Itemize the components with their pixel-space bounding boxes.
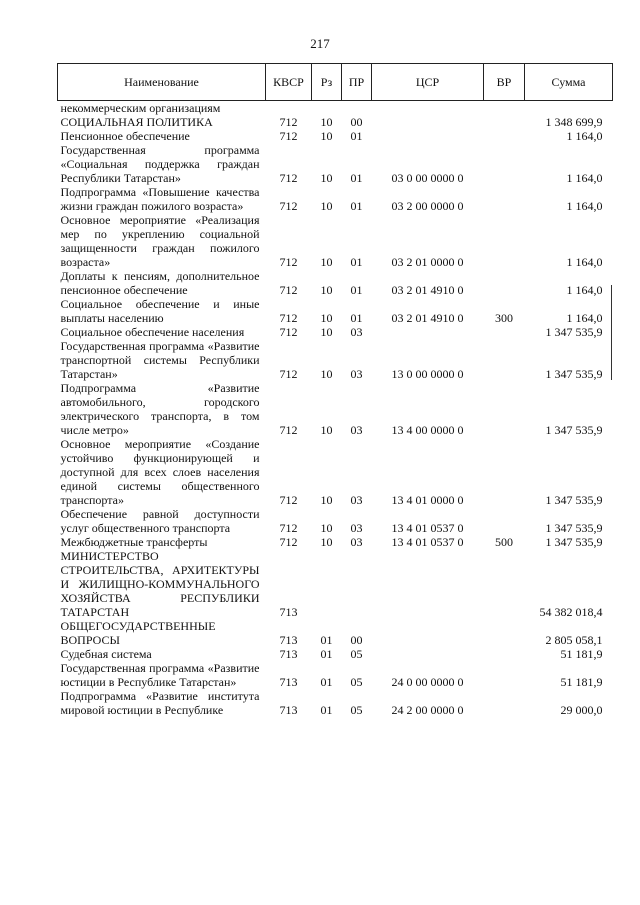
cell-kvsr: 712 — [279, 535, 298, 549]
cell-pr: 01 — [350, 129, 363, 143]
cell-csr: 03 2 00 0000 0 — [391, 199, 464, 213]
cell-sum: 29 000,0 — [560, 703, 603, 717]
cell-vr — [484, 143, 525, 185]
cell-csr — [372, 115, 484, 129]
cell-rz: 01 — [320, 675, 333, 689]
table-row — [58, 269, 613, 297]
cell-kvsr: 712 — [279, 325, 298, 339]
cell-kvsr — [266, 101, 312, 116]
cell-vr — [484, 507, 525, 535]
table-row — [58, 647, 613, 661]
cell-rz: 10 — [320, 129, 333, 143]
table-header — [58, 64, 613, 101]
cell-name: Государственная программа «Социальная поддержка граждан Республики Татарстан» — [60, 143, 260, 185]
cell-rz: 10 — [320, 535, 333, 549]
cell-csr: 03 2 01 0000 0 — [391, 255, 464, 269]
cell-kvsr: 712 — [279, 493, 298, 507]
page-number: 217 — [310, 36, 330, 51]
cell-csr — [372, 325, 484, 339]
cell-pr: 05 — [350, 703, 363, 717]
cell-pr: 01 — [350, 283, 363, 297]
cell-pr — [342, 101, 372, 116]
cell-vr: 500 — [495, 535, 513, 549]
cell-rz: 10 — [320, 199, 333, 213]
cell-pr — [342, 549, 372, 619]
cell-vr — [484, 129, 525, 143]
cell-kvsr: 712 — [279, 255, 298, 269]
table-row — [58, 101, 613, 116]
cell-csr: 13 4 01 0537 0 — [391, 535, 464, 549]
cell-pr: 03 — [350, 493, 363, 507]
cell-rz: 10 — [320, 423, 333, 437]
table-row — [58, 535, 613, 549]
cell-sum: 1 347 535,9 — [545, 493, 603, 507]
cell-name: Государственная программа «Развитие транспортной системы Республики Татарстан» — [60, 339, 260, 381]
cell-pr: 03 — [350, 521, 363, 535]
cell-csr: 24 0 00 0000 0 — [391, 675, 464, 689]
cell-pr: 03 — [350, 535, 363, 549]
header-name: Наименование — [58, 64, 266, 101]
cell-csr: 13 0 00 0000 0 — [391, 367, 464, 381]
cell-name: МИНИСТЕРСТВО СТРОИТЕЛЬСТВА, АРХИТЕКТУРЫ И ЖИЛИЩНО-КОММУНАЛЬНОГО ХОЗЯЙСТВА РЕСПУБЛИКИ ТАТАРСТАН — [60, 549, 260, 619]
cell-csr: 03 0 00 0000 0 — [391, 171, 464, 185]
table-row — [58, 381, 613, 437]
cell-pr: 03 — [350, 325, 363, 339]
cell-rz: 10 — [320, 171, 333, 185]
cell-name: ОБЩЕГОСУДАРСТВЕННЫЕ ВОПРОСЫ — [60, 619, 216, 647]
cell-csr — [372, 549, 484, 619]
table-row — [58, 115, 613, 129]
cell-sum: 1 164,0 — [566, 255, 603, 269]
cell-name: Подпрограмма «Развитие автомобильного, городского электрического транспорта, в том числе метро» — [60, 381, 260, 437]
cell-rz: 10 — [320, 283, 333, 297]
cell-name: Обеспечение равной доступности услуг общественного транспорта — [60, 507, 260, 535]
cell-name: Подпрограмма «Повышение качества жизни граждан пожилого возраста» — [60, 185, 260, 213]
cell-sum: 1 347 535,9 — [545, 423, 603, 437]
cell-pr: 05 — [350, 647, 363, 661]
cell-sum: 1 164,0 — [566, 199, 603, 213]
table-body — [58, 101, 613, 718]
cell-sum: 1 164,0 — [566, 283, 603, 297]
cell-name: Основное мероприятие «Реализация мер по укреплению социальной защищенности граждан пожилого возраста» — [60, 213, 260, 269]
cell-csr — [372, 647, 484, 661]
cell-rz — [312, 101, 342, 116]
header-kvsr: КВСР — [266, 64, 312, 101]
cell-name: Судебная система — [60, 647, 152, 661]
cell-kvsr: 712 — [279, 171, 298, 185]
cell-kvsr: 713 — [279, 703, 298, 717]
table-row — [58, 213, 613, 269]
cell-pr: 01 — [350, 171, 363, 185]
cell-sum: 1 164,0 — [566, 311, 603, 325]
table-row — [58, 185, 613, 213]
cell-sum — [525, 101, 613, 116]
cell-vr — [484, 115, 525, 129]
header-pr: ПР — [342, 64, 372, 101]
cell-vr — [484, 689, 525, 717]
budget-table — [57, 63, 613, 717]
cell-csr: 03 2 01 4910 0 — [391, 283, 464, 297]
cell-csr: 13 4 00 0000 0 — [391, 423, 464, 437]
cell-vr — [484, 185, 525, 213]
cell-pr: 01 — [350, 199, 363, 213]
cell-sum: 51 181,9 — [560, 647, 603, 661]
cell-pr: 03 — [350, 367, 363, 381]
cell-kvsr: 712 — [279, 521, 298, 535]
cell-sum: 1 347 535,9 — [545, 367, 603, 381]
cell-kvsr: 712 — [279, 199, 298, 213]
cell-kvsr: 712 — [279, 367, 298, 381]
cell-vr — [484, 325, 525, 339]
cell-rz — [312, 549, 342, 619]
cell-vr — [484, 619, 525, 647]
cell-name: Основное мероприятие «Создание устойчиво функционирующей и доступной для всех слоев населения единой системы общественного транспорта» — [60, 437, 260, 507]
cell-rz: 10 — [320, 325, 333, 339]
header-vr: ВР — [484, 64, 525, 101]
table-row — [58, 129, 613, 143]
cell-vr: 300 — [495, 311, 513, 325]
cell-vr — [484, 269, 525, 297]
cell-pr: 05 — [350, 675, 363, 689]
cell-vr — [484, 101, 525, 116]
cell-kvsr: 712 — [279, 283, 298, 297]
cell-kvsr: 713 — [279, 675, 298, 689]
cell-kvsr: 713 — [279, 647, 298, 661]
table-row — [58, 507, 613, 535]
cell-name: СОЦИАЛЬНАЯ ПОЛИТИКА — [60, 115, 213, 129]
cell-csr — [372, 129, 484, 143]
table-row — [58, 325, 613, 339]
cell-rz: 10 — [320, 115, 333, 129]
cell-sum: 1 164,0 — [566, 129, 603, 143]
cell-rz: 01 — [320, 647, 333, 661]
cell-vr — [484, 381, 525, 437]
cell-vr — [484, 213, 525, 269]
header-sum: Сумма — [525, 64, 613, 101]
cell-csr — [372, 619, 484, 647]
cell-rz: 10 — [320, 367, 333, 381]
cell-kvsr: 713 — [279, 633, 298, 647]
cell-kvsr: 712 — [279, 311, 298, 325]
cell-pr: 03 — [350, 423, 363, 437]
header-rz: Рз — [312, 64, 342, 101]
cell-name: Социальное обеспечение населения — [60, 325, 245, 339]
cell-rz: 01 — [320, 703, 333, 717]
cell-csr: 03 2 01 4910 0 — [391, 311, 464, 325]
cell-rz: 10 — [320, 493, 333, 507]
cell-name: Подпрограмма «Развитие института мировой юстиции в Республике — [60, 689, 260, 717]
cell-name: Межбюджетные трансферты — [60, 535, 208, 549]
cell-name: Доплаты к пенсиям, дополнительное пенсионное обеспечение — [60, 269, 260, 297]
cell-vr — [484, 549, 525, 619]
cell-sum: 1 164,0 — [566, 171, 603, 185]
cell-kvsr: 713 — [279, 605, 298, 619]
table-row — [58, 661, 613, 689]
cell-vr — [484, 437, 525, 507]
cell-kvsr: 712 — [279, 423, 298, 437]
cell-sum: 1 347 535,9 — [545, 325, 603, 339]
table-row — [58, 339, 613, 381]
cell-csr — [372, 101, 484, 116]
table-row — [58, 619, 613, 647]
table-row — [58, 297, 613, 325]
cell-rz: 10 — [320, 311, 333, 325]
cell-vr — [484, 647, 525, 661]
cell-kvsr: 712 — [279, 129, 298, 143]
cell-csr: 24 2 00 0000 0 — [391, 703, 464, 717]
cell-pr: 00 — [350, 633, 363, 647]
cell-rz: 01 — [320, 633, 333, 647]
cell-vr — [484, 661, 525, 689]
cell-rz: 10 — [320, 521, 333, 535]
cell-pr: 01 — [350, 311, 363, 325]
cell-name: Пенсионное обеспечение — [60, 129, 190, 143]
header-csr: ЦСР — [372, 64, 484, 101]
cell-kvsr: 712 — [279, 115, 298, 129]
cell-sum: 54 382 018,4 — [539, 605, 603, 619]
table-row — [58, 437, 613, 507]
cell-sum: 1 347 535,9 — [545, 521, 603, 535]
cell-sum: 51 181,9 — [560, 675, 603, 689]
cell-name: некоммерческим организациям — [60, 101, 221, 115]
cell-csr: 13 4 01 0000 0 — [391, 493, 464, 507]
cell-name: Социальное обеспечение и иные выплаты населению — [60, 297, 260, 325]
cell-csr: 13 4 01 0537 0 — [391, 521, 464, 535]
cell-pr: 00 — [350, 115, 363, 129]
cell-sum: 1 348 699,9 — [545, 115, 603, 129]
table-row — [58, 689, 613, 717]
table-row — [58, 549, 613, 619]
cell-rz: 10 — [320, 255, 333, 269]
cell-vr — [484, 339, 525, 381]
table-row — [58, 143, 613, 185]
cell-name: Государственная программа «Развитие юстиции в Республике Татарстан» — [60, 661, 260, 689]
cell-sum: 1 347 535,9 — [545, 535, 603, 549]
cell-pr: 01 — [350, 255, 363, 269]
cell-sum: 2 805 058,1 — [545, 633, 603, 647]
